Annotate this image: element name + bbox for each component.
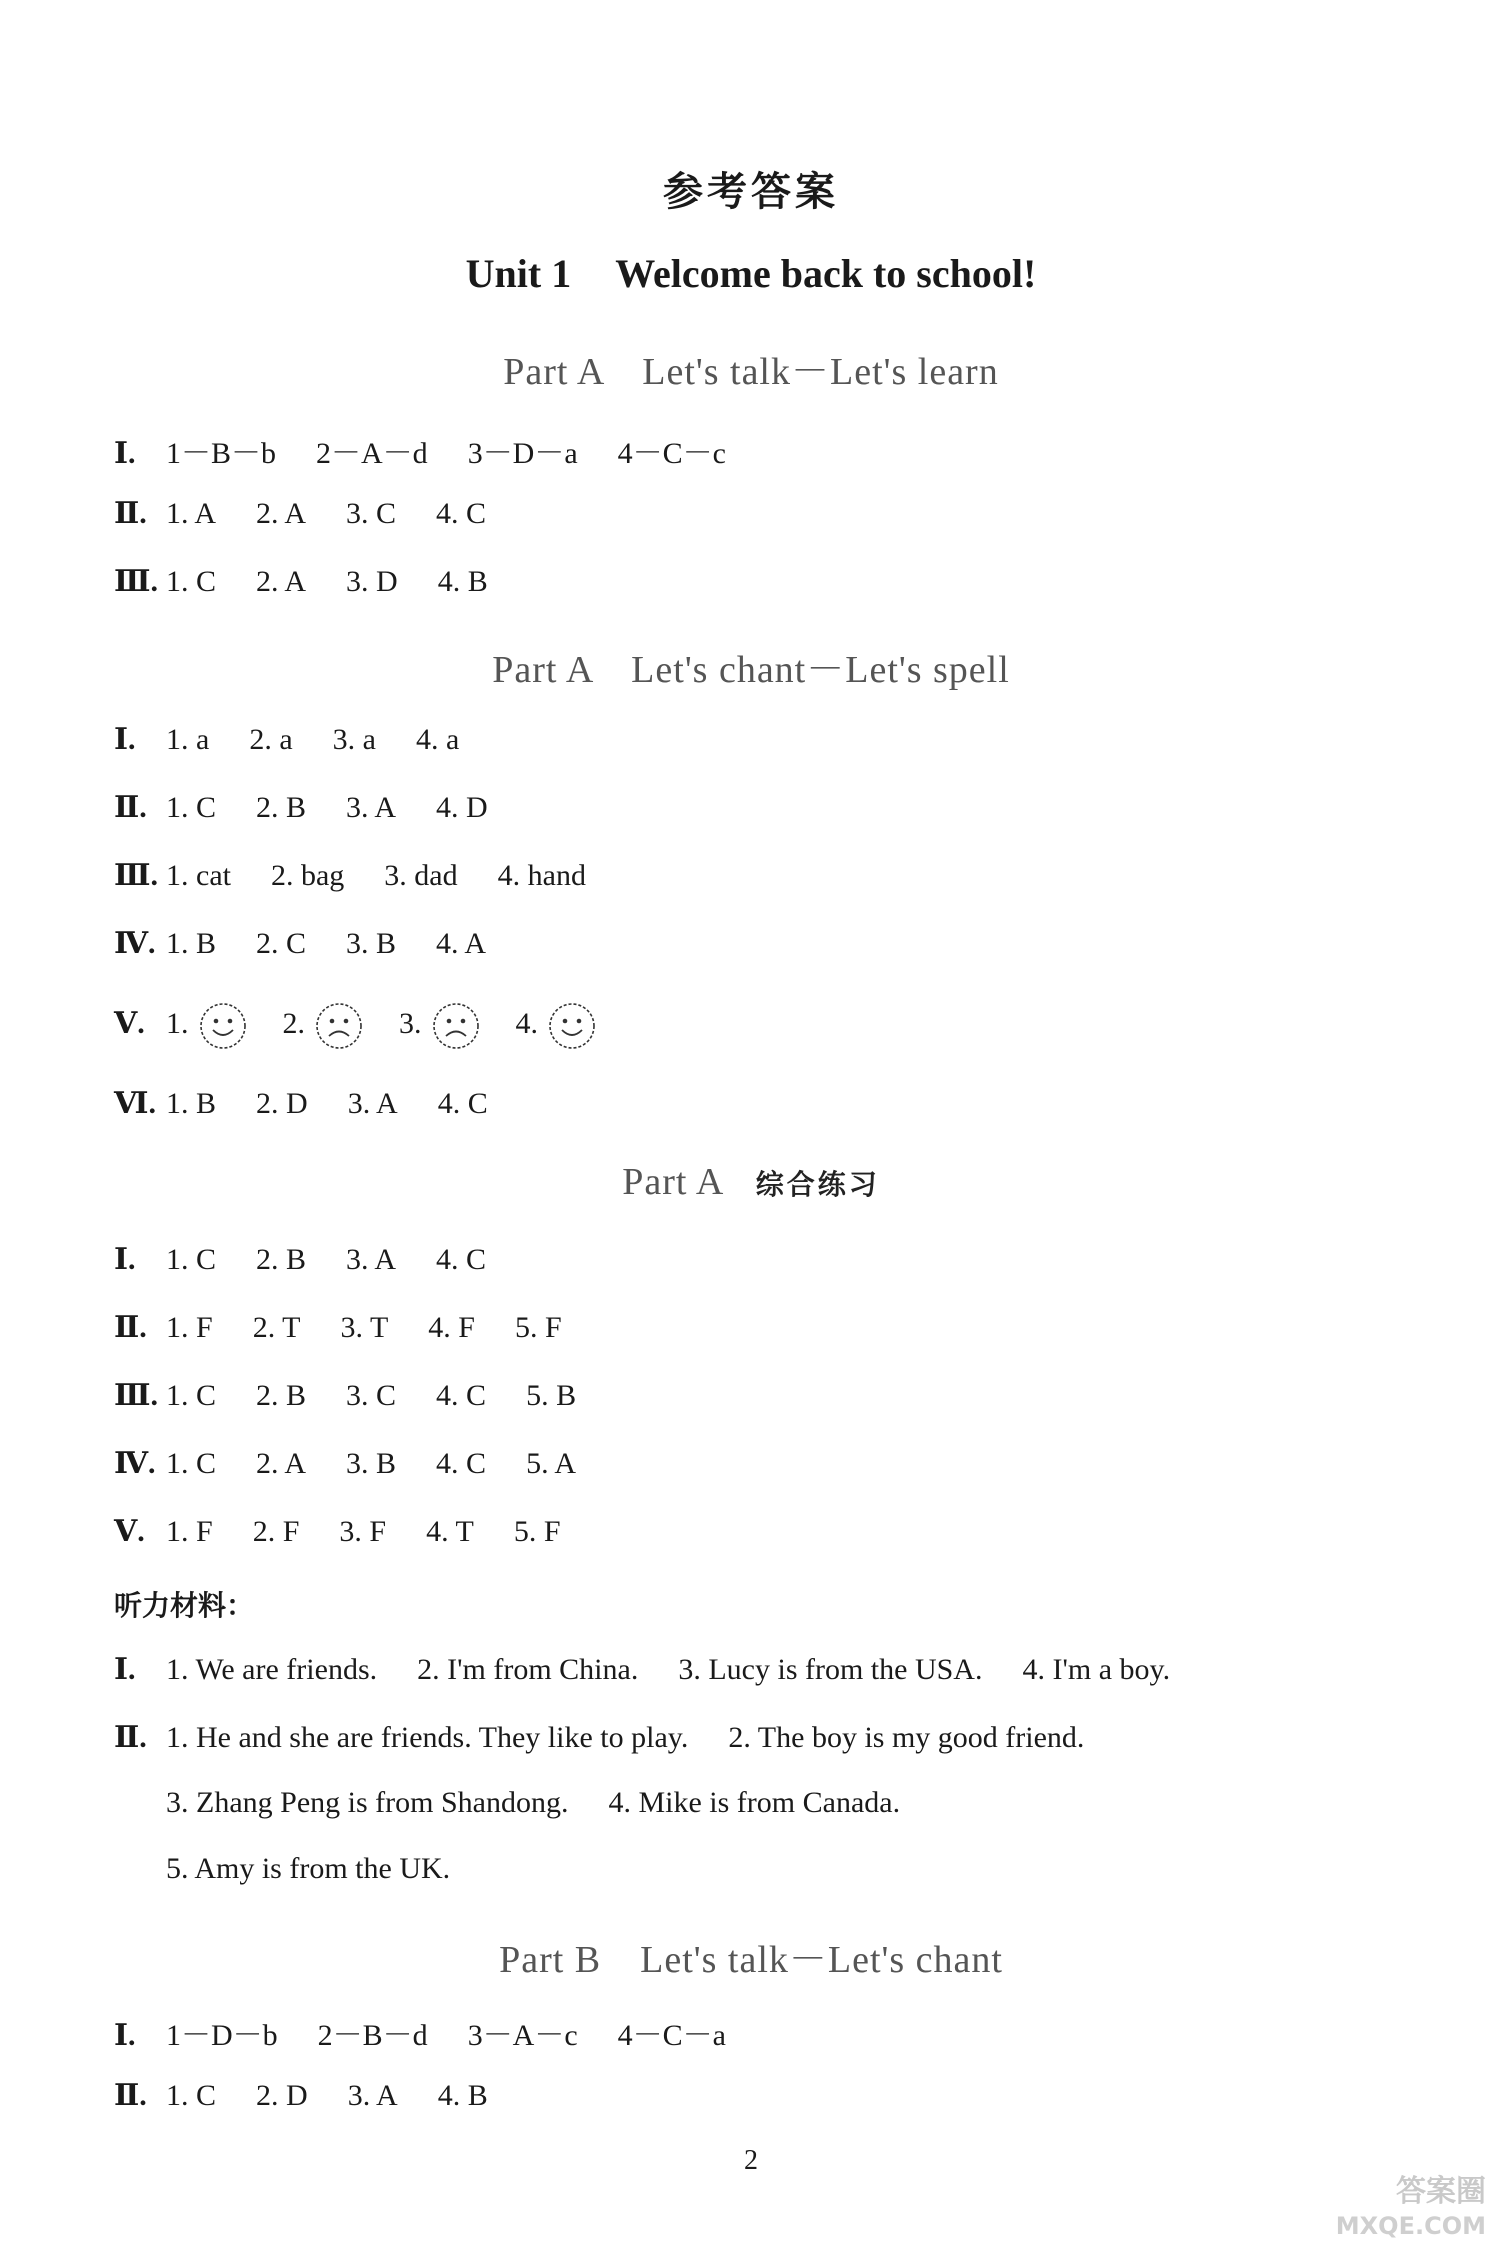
answer-row: Ⅴ. 1. F 2. F 3. F 4. T 5. F — [114, 1515, 561, 1548]
answer-row: Ⅲ. 1. cat 2. bag 3. dad 4. hand — [114, 859, 586, 892]
answer-row: Ⅳ. 1. B 2. C 3. B 4. A — [114, 927, 487, 960]
watermark-logo: 答案圈 MXQE.COM — [1335, 2174, 1486, 2240]
listening-row: Ⅰ. 1. We are friends. 2. I'm from China. 3. Lucy is from the USA. 4. I'm a boy. — [114, 1653, 1171, 1686]
page-title: 参考答案 — [663, 169, 839, 215]
answer-row: Ⅲ. 1. C 2. B 3. C 4. C 5. B — [114, 1379, 577, 1412]
section-title-3-zh: 综合练习 — [755, 1168, 880, 1201]
answer-row: Ⅱ. 1. A 2. A 3. C 4. C — [114, 497, 487, 530]
listening-row: Ⅱ. 1. He and she are friends. They like to play. 2. The boy is my good friend. — [114, 1721, 1085, 1754]
answer-row: Ⅱ. 1. F 2. T 3. T 4. F 5. F — [114, 1311, 562, 1344]
answer-row: Ⅰ. 1－B－b 2－A－d 3－D－a 4－C－c — [114, 437, 726, 470]
listening-heading: 听力材料： — [114, 1589, 255, 1622]
unit-name: Welcome back to school! — [615, 251, 1037, 296]
answer-row: Ⅰ. 1. C 2. B 3. A 4. C — [114, 1243, 487, 1276]
happy-face-icon — [546, 1000, 598, 1052]
section-title-4: Part B Let's talk－Let's chant — [499, 1939, 1003, 1981]
answer-row: Ⅵ. 1. B 2. D 3. A 4. C — [114, 1087, 488, 1120]
happy-face-icon — [197, 1000, 249, 1052]
listening-row-cont: 3. Zhang Peng is from Shandong. 4. Mike is from Canada. — [166, 1786, 901, 1819]
answer-row-faces: Ⅴ. 1. 2. 3. 4. — [114, 1000, 632, 1052]
page-number: 2 — [744, 2145, 758, 2176]
section-title-3 — [0, 1160, 1502, 1204]
sad-face-icon — [313, 1000, 365, 1052]
answer-row: Ⅰ. 1. a 2. a 3. a 4. a — [114, 723, 460, 756]
answer-row: Ⅲ. 1. C 2. A 3. D 4. B — [114, 565, 488, 598]
answer-row: Ⅳ. 1. C 2. A 3. B 4. C 5. A — [114, 1447, 577, 1480]
listening-row-cont: 5. Amy is from the UK. — [166, 1852, 451, 1885]
answer-row: Ⅰ. 1－D－b 2－B－d 3－A－c 4－C－a — [114, 2019, 726, 2052]
answer-row: Ⅱ. 1. C 2. D 3. A 4. B — [114, 2079, 488, 2112]
unit-heading — [0, 250, 1502, 297]
unit-label: Unit 1 — [465, 251, 572, 296]
section-title-3-en: Part A — [622, 1161, 725, 1203]
section-title-1: Part A Let's talk－Let's learn — [503, 351, 999, 393]
sad-face-icon — [430, 1000, 482, 1052]
section-title-2: Part A Let's chant－Let's spell — [492, 649, 1010, 691]
answer-row: Ⅱ. 1. C 2. B 3. A 4. D — [114, 791, 488, 824]
